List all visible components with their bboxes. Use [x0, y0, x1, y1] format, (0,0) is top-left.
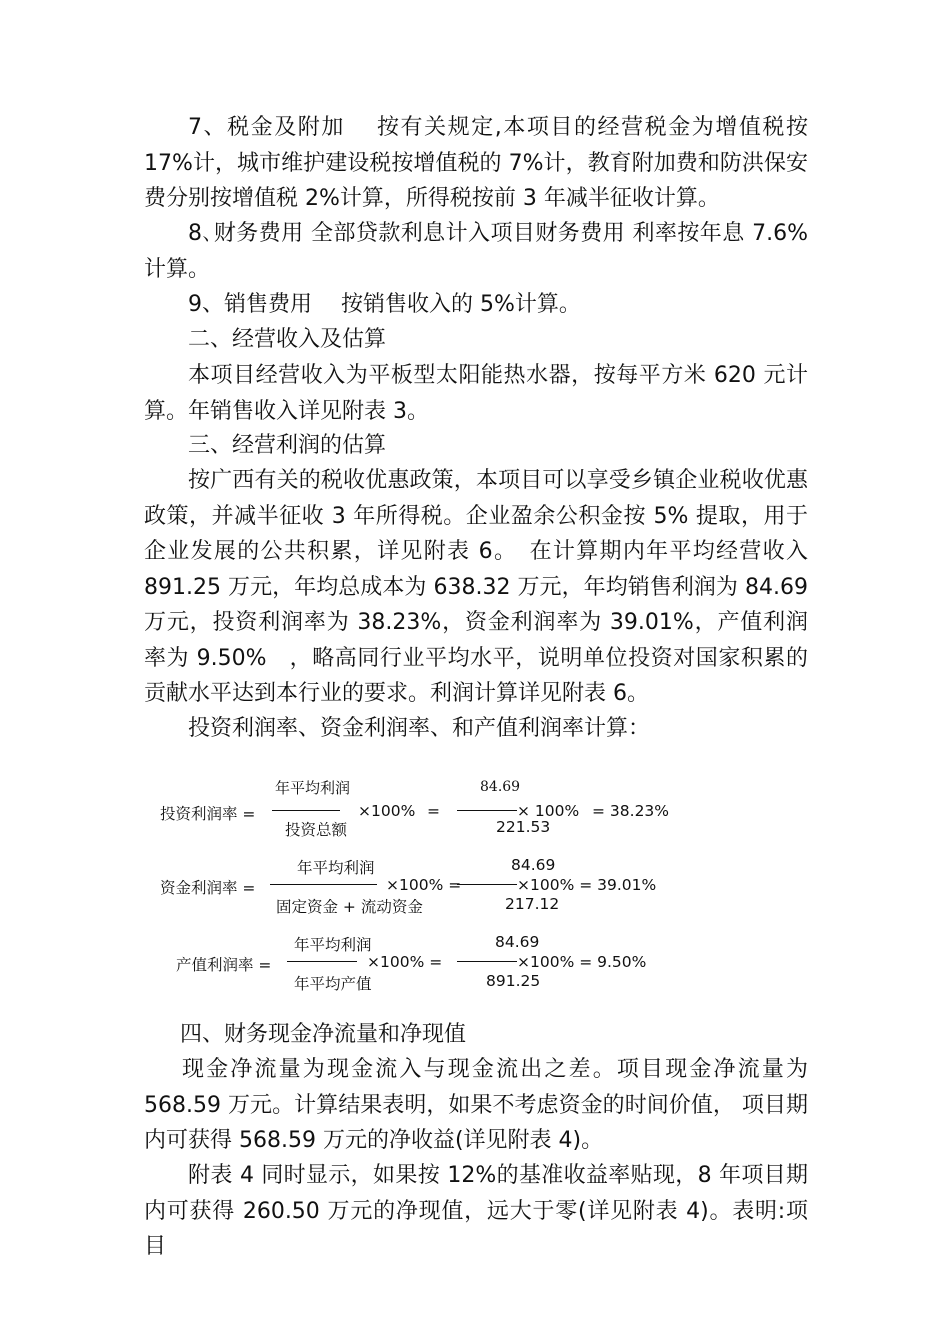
formula-label-capital: 资金利润率 = — [160, 879, 256, 897]
paragraph-taxes: 7、税金及附加 按有关规定,本项目的经营税金为增值税按17%计，城市维护建设税按增值税的 7%计，教育附加费和防洪保安费分别按增值税 2%计算，所得税按前 3 年减半征收计算。 — [144, 115, 808, 211]
formula-result: = 38.23% — [592, 802, 670, 820]
section-heading-profit: 三、经营利润的估算 — [188, 433, 387, 458]
paragraph-net-cashflow: 现金净流量为现金流入与现金流出之差。项目现金净流量为 568.59 万元。计算结果表明，如果不考虑资金的时间价值， 项目期内可获得 568.59 万元的净收益(详见附表 4)。 — [144, 1057, 808, 1153]
fraction-bar — [287, 961, 357, 962]
formula-result: ×100% = 39.01% — [517, 876, 657, 894]
formula-numerator: 年平均利润 — [275, 779, 351, 797]
paragraph-formula-intro: 投资利润率、资金利润率、和产值利润率计算： — [188, 716, 651, 741]
formula-denominator-value: 891.25 — [486, 972, 541, 990]
fraction-bar — [457, 884, 517, 885]
fraction-bar — [457, 810, 517, 811]
paragraph-sales-cost: 9、销售费用 按销售收入的 5%计算。 — [188, 292, 581, 317]
formula-equals: = — [427, 802, 440, 820]
formula-numerator: 年平均利润 — [294, 936, 372, 954]
paragraph-npv: 附表 4 同时显示，如果按 12%的基准收益率贴现，8 年项目期内可获得 260.50 万元的净现值，远大于零(详见附表 4)。表明:项目 — [144, 1163, 808, 1259]
paragraph-revenue: 本项目经营收入为平板型太阳能热水器，按每平方米 620 元计算。年销售收入详见附表 3。 — [144, 363, 808, 424]
formula-multiplier: × 100% — [517, 802, 580, 820]
section-heading-cashflow: 四、财务现金净流量和净现值 — [180, 1022, 467, 1047]
paragraph-finance-cost: 8､财务费用 全部贷款利息计入项目财务费用 利率按年息 7.6%计算。 — [144, 221, 808, 282]
formula-denominator: 投资总额 — [285, 821, 348, 839]
section-heading-revenue: 二、经营收入及估算 — [188, 327, 387, 352]
formula-denominator-value: 217.12 — [505, 895, 560, 913]
fraction-bar — [457, 961, 517, 962]
formula-denominator: 固定资金 + 流动资金 — [276, 898, 423, 916]
formula-multiplier: ×100% = — [386, 876, 462, 894]
paragraph-profit: 按广西有关的税收优惠政策，本项目可以享受乡镇企业税收优惠政策，并减半征收 3 年所得税。企业盈余公积金按 5% 提取，用于企业发展的公共积累，详见附表 6。 在计算期内年平均经营收入 891.25 万元，年均总成本为 638.32 万元，年均销售利润为 84.69 万元，投资利润率为 38.23%，资金利润率为 39.01%，产值利润率为 9.50% ，略高同行业平均水平，说明单位投资对国家积累的贡献水平达到本行业的要求。利润计算详见附表 6。 — [144, 468, 808, 706]
formula-numerator: 年平均利润 — [297, 859, 375, 877]
formula-denominator: 年平均产值 — [294, 975, 372, 993]
fraction-bar — [272, 810, 340, 811]
fraction-bar — [270, 884, 377, 885]
formula-label-investment: 投资利润率 = — [160, 805, 256, 823]
formula-numerator-value: 84.69 — [480, 779, 521, 795]
formula-result: ×100% = 9.50% — [517, 953, 647, 971]
formula-label-output: 产值利润率 = — [176, 956, 272, 974]
formula-denominator-value: 221.53 — [496, 818, 551, 836]
formula-multiplier: ×100% = — [367, 953, 443, 971]
formula-numerator-value: 84.69 — [495, 933, 540, 951]
formula-numerator-value: 84.69 — [511, 856, 556, 874]
formula-multiplier: ×100% — [358, 802, 416, 820]
